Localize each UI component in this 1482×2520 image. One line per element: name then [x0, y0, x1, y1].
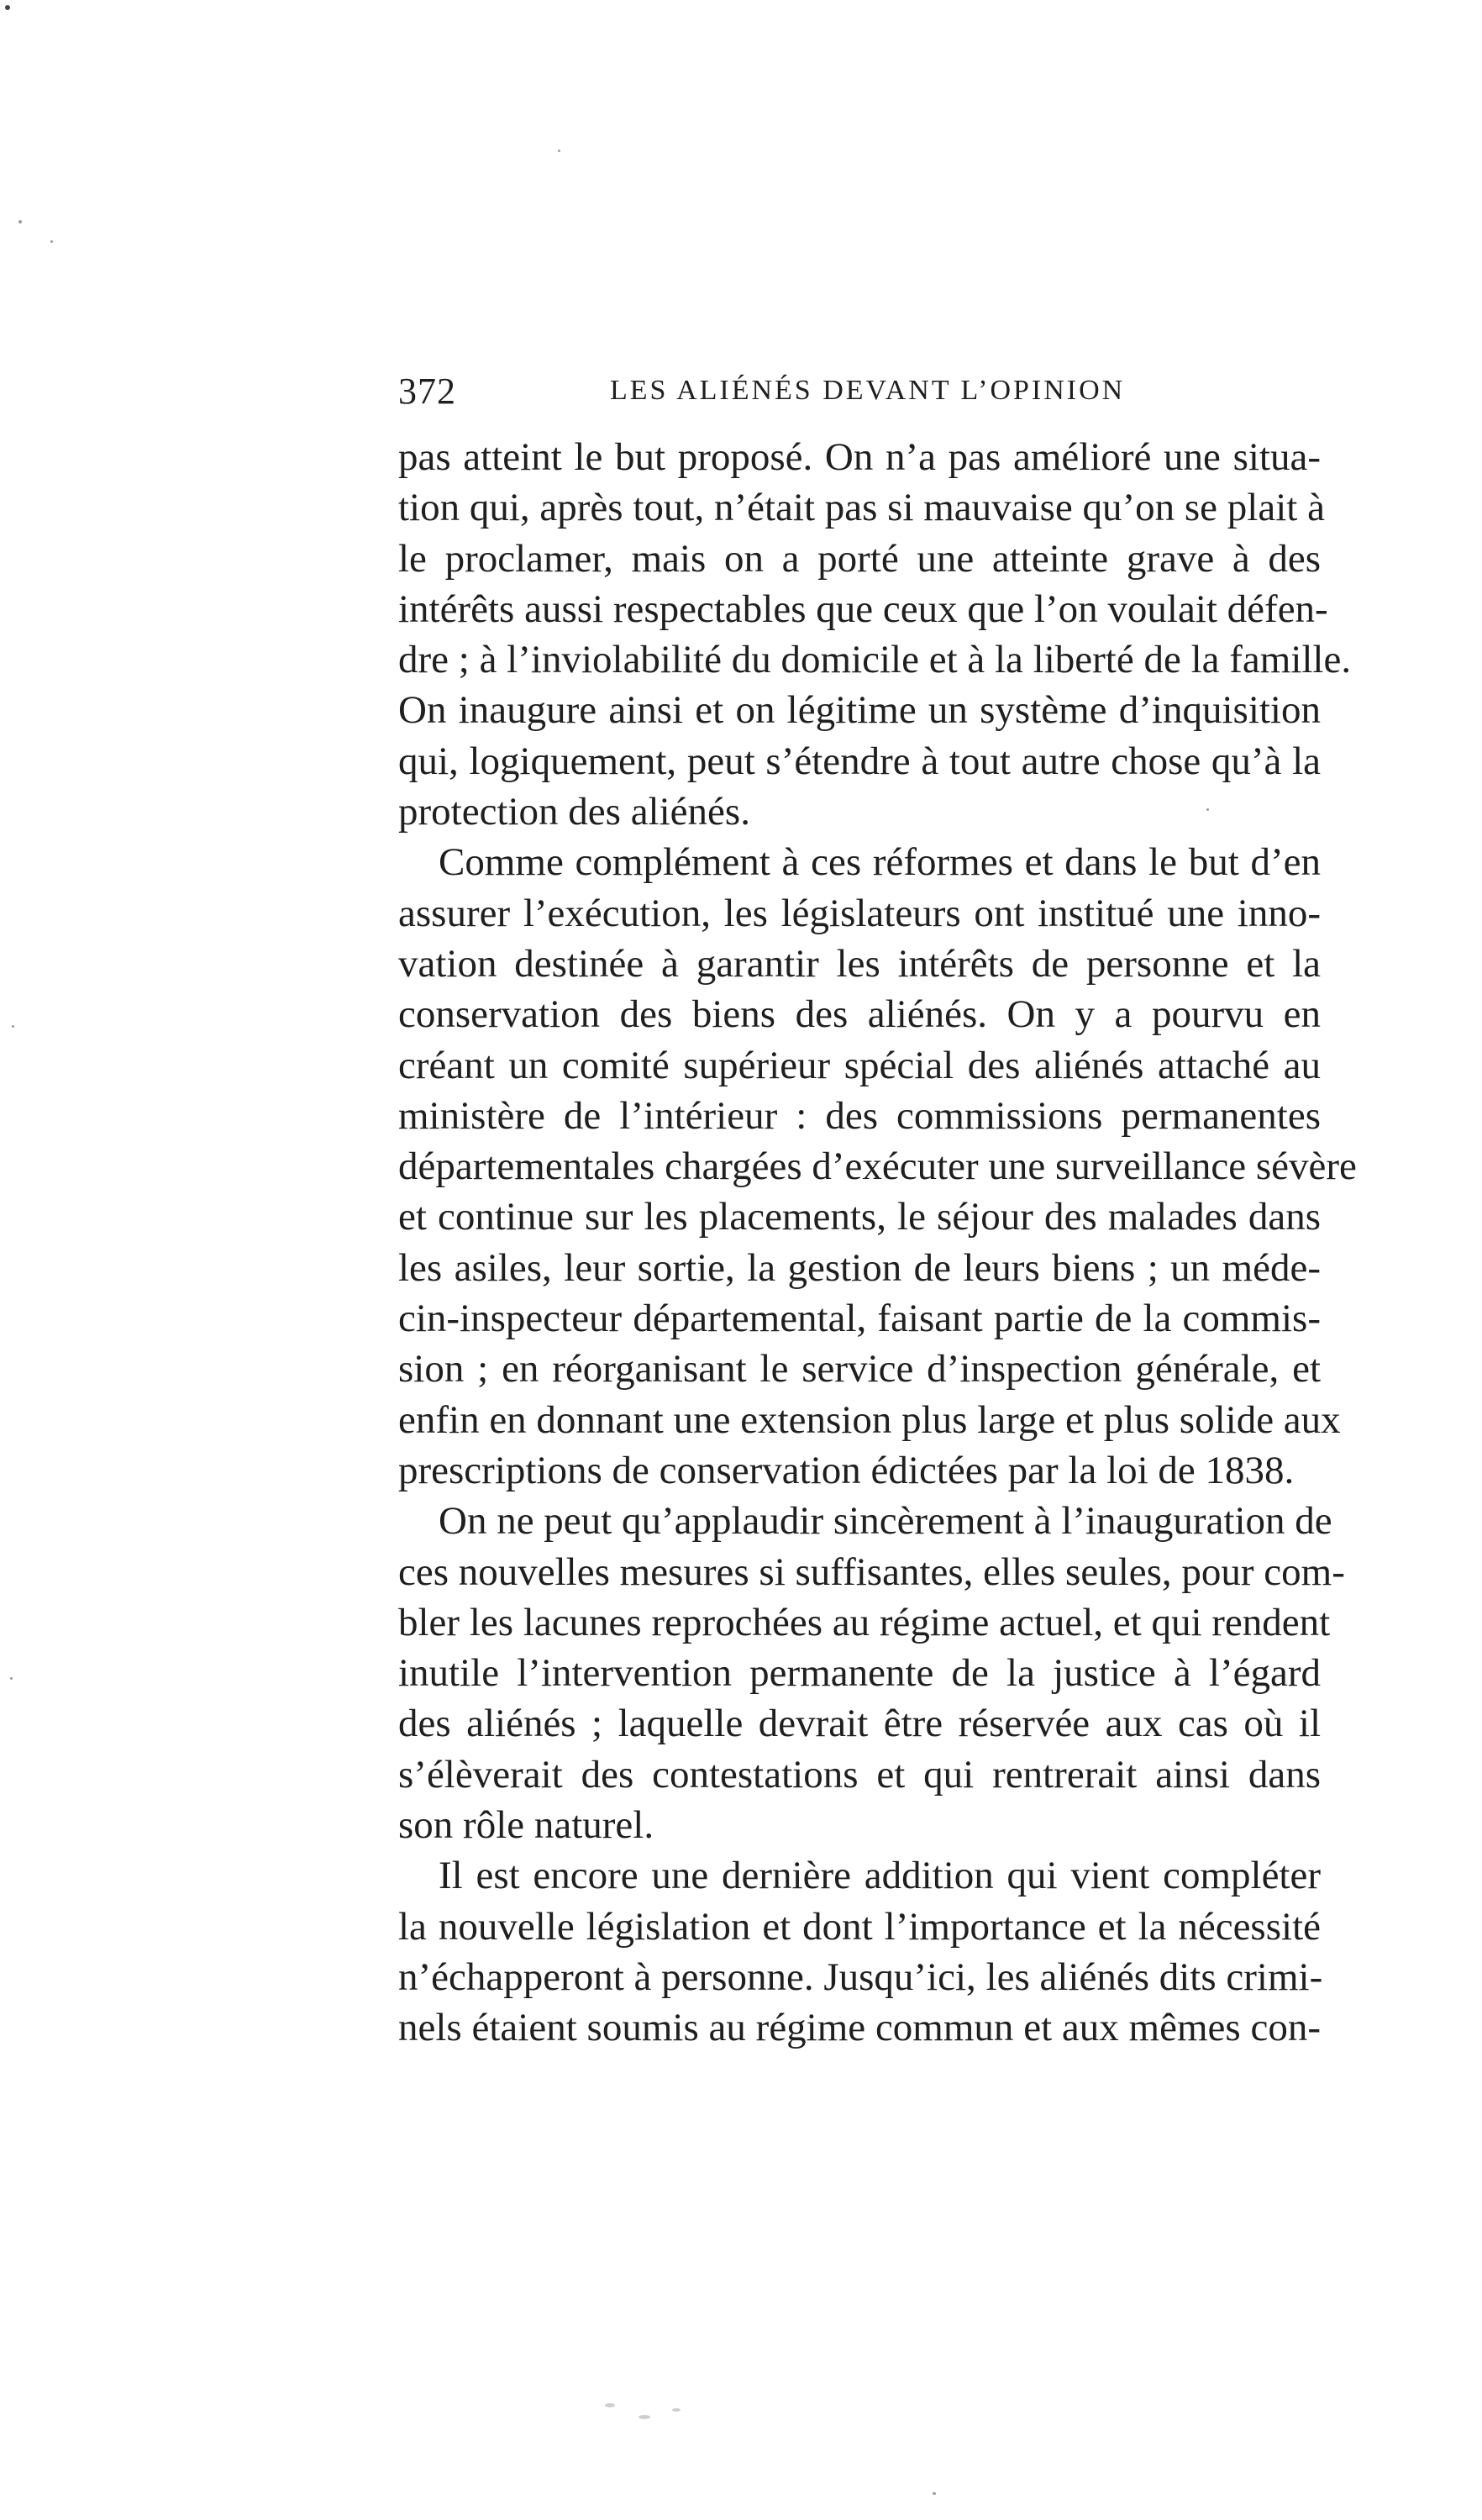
text-line: Il est encore une dernière addition qui vient compléter — [439, 1854, 1321, 1898]
text-line: intérêts aussi respectables que ceux que l’on voulait défen- — [398, 587, 1328, 631]
scan-speck — [10, 1677, 13, 1680]
text-line: départementales chargées d’exécuter une surveillance sévère — [398, 1144, 1357, 1189]
running-header — [398, 370, 1321, 420]
text-line: son rôle naturel. — [398, 1803, 654, 1848]
text-line: nels étaient soumis au régime commun et aux mêmes con- — [398, 2006, 1321, 2050]
text-line: s’élèverait des contestations et qui rentrerait ainsi dans — [398, 1752, 1321, 1797]
text-line: On inaugure ainsi et on légitime un système d’inquisition — [398, 688, 1321, 733]
text-line: On ne peut qu’applaudir sincèrement à l’inauguration de — [439, 1499, 1332, 1544]
text-line: ces nouvelles mesures si suffisantes, elles seules, pour com- — [398, 1549, 1345, 1594]
scan-speck — [12, 1025, 14, 1028]
text-line: n’échapperont à personne. Jusqu’ici, les aliénés dits crimi- — [398, 1954, 1323, 1999]
scan-speck — [18, 220, 22, 224]
text-line: inutile l’intervention permanente de la justice à l’égard — [398, 1651, 1321, 1696]
text-line: pas atteint le but proposé. On n’a pas amélioré une situa- — [398, 435, 1321, 479]
scan-speck — [5, 5, 10, 10]
text-line: dre ; à l’inviolabilité du domicile et à la liberté de la famille. — [398, 638, 1352, 682]
page-number: 372 — [398, 371, 456, 412]
text-line: ministère de l’intérieur : des commissions permanentes — [398, 1093, 1321, 1138]
text-line: tion qui, après tout, n’était pas si mauvaise qu’on se plait à — [398, 486, 1325, 530]
scan-speck — [50, 240, 53, 243]
text-line: créant un comité supérieur spécial des aliénés attaché au — [398, 1043, 1321, 1087]
body-text — [398, 432, 1357, 2054]
scan-speck — [933, 2492, 936, 2495]
text-line: Comme complément à ces réformes et dans le but d’en — [439, 840, 1321, 885]
text-line: enfin en donnant une extension plus large et plus solide aux — [398, 1397, 1341, 1442]
text-line: sion ; en réorganisant le service d’inspection générale, et — [398, 1347, 1321, 1392]
scan-speck — [672, 2408, 681, 2412]
text-line: protection des aliénés. — [398, 790, 750, 834]
scan-speck — [605, 2403, 615, 2407]
text-line: qui, logiquement, peut s’étendre à tout autre chose qu’à la — [398, 739, 1321, 783]
text-line: les asiles, leur sortie, la gestion de leurs biens ; un méde- — [398, 1245, 1321, 1290]
text-line: bler les lacunes reprochées au régime actuel, et qui rendent — [398, 1600, 1331, 1644]
text-line: le proclamer, mais on a porté une atteinte grave à des — [398, 536, 1321, 581]
scan-speck — [558, 150, 560, 152]
text-line: cin-inspecteur départemental, faisant partie de la commis- — [398, 1297, 1321, 1341]
text-line: conservation des biens des aliénés. On y a pourvu en — [398, 992, 1321, 1037]
running-title: LES ALIÉNÉS DEVANT L’OPINION — [610, 375, 1126, 406]
text-line: vation destinée à garantir les intérêts de personne et la — [398, 941, 1321, 986]
scan-speck — [1206, 808, 1209, 811]
scan-speck — [639, 2415, 650, 2419]
text-line: assurer l’exécution, les législateurs ont institué une inno- — [398, 891, 1321, 935]
text-line: des aliénés ; laquelle devrait être réservée aux cas où il — [398, 1702, 1321, 1746]
text-line: et continue sur les placements, le séjour des malades dans — [398, 1195, 1321, 1239]
text-line: prescriptions de conservation édictées par la loi de 1838. — [398, 1448, 1295, 1492]
text-line: la nouvelle législation et dont l’importance et la nécessité — [398, 1904, 1321, 1949]
